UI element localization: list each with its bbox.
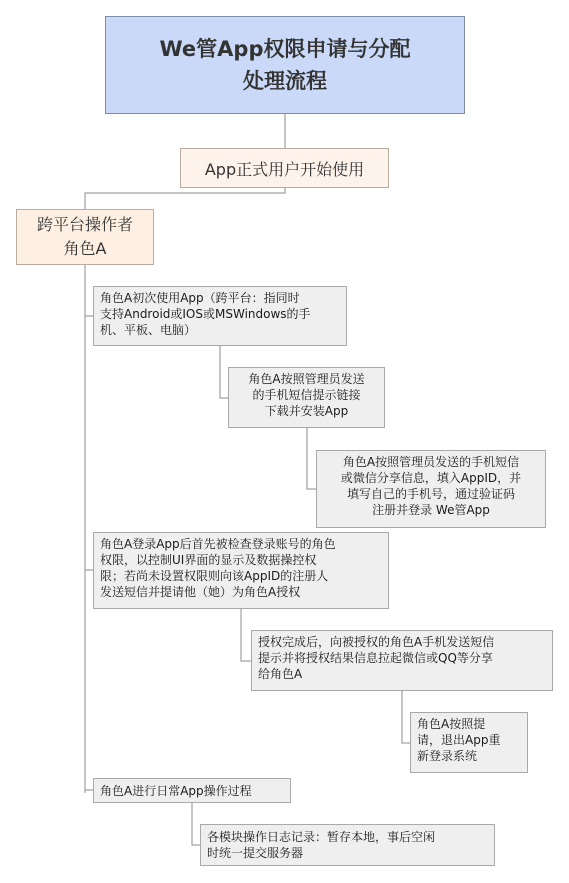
step-download-install: 角色A按照管理员发送 的手机短信提示链接 下载并安装App: [228, 367, 385, 428]
step-daily-operation: 角色A进行日常App操作过程: [93, 778, 291, 803]
connector-start-to-role: [85, 188, 285, 209]
role-node: 跨平台操作者 角色A: [16, 209, 154, 265]
step-register-login: 角色A按照管理员发送的手机短信 或微信分享信息，填入AppID，并 填写自己的手机号，通过验证码 注册并登录 We管App: [316, 450, 546, 528]
connector-s4-to-s5: [241, 609, 251, 661]
step-first-use: 角色A初次使用App（跨平台：指同时 支持Android或IOS或MSWindows的手 机、平板、电脑）: [93, 286, 347, 346]
step-operation-log: 各模块操作日志记录：暂存本地，事后空闲 时统一提交服务器: [200, 824, 495, 866]
diagram-title: We管App权限申请与分配 处理流程: [105, 16, 465, 114]
step-permission-check: 角色A登录App后首先被检查登录账号的角色 权限，以控制UI界面的显示及数据操控权 限；若尚未设置权限则向该AppID的注册人 发送短信并提请他（她）为角色A授权: [93, 532, 389, 609]
start-node: App正式用户开始使用: [180, 148, 389, 188]
step-relogin: 角色A按照提 请，退出App重 新登录系统: [410, 712, 528, 773]
step-authorization-notice: 授权完成后，向被授权的角色A手机发送短信 提示并将授权结果信息拉起微信或QQ等分享 给角色A: [251, 630, 553, 691]
connector-s2-to-s3: [307, 428, 316, 489]
connector-s7-to-s8: [192, 803, 200, 845]
connector-s1-to-s2: [220, 346, 228, 398]
connector-s5-to-s6: [402, 691, 410, 743]
